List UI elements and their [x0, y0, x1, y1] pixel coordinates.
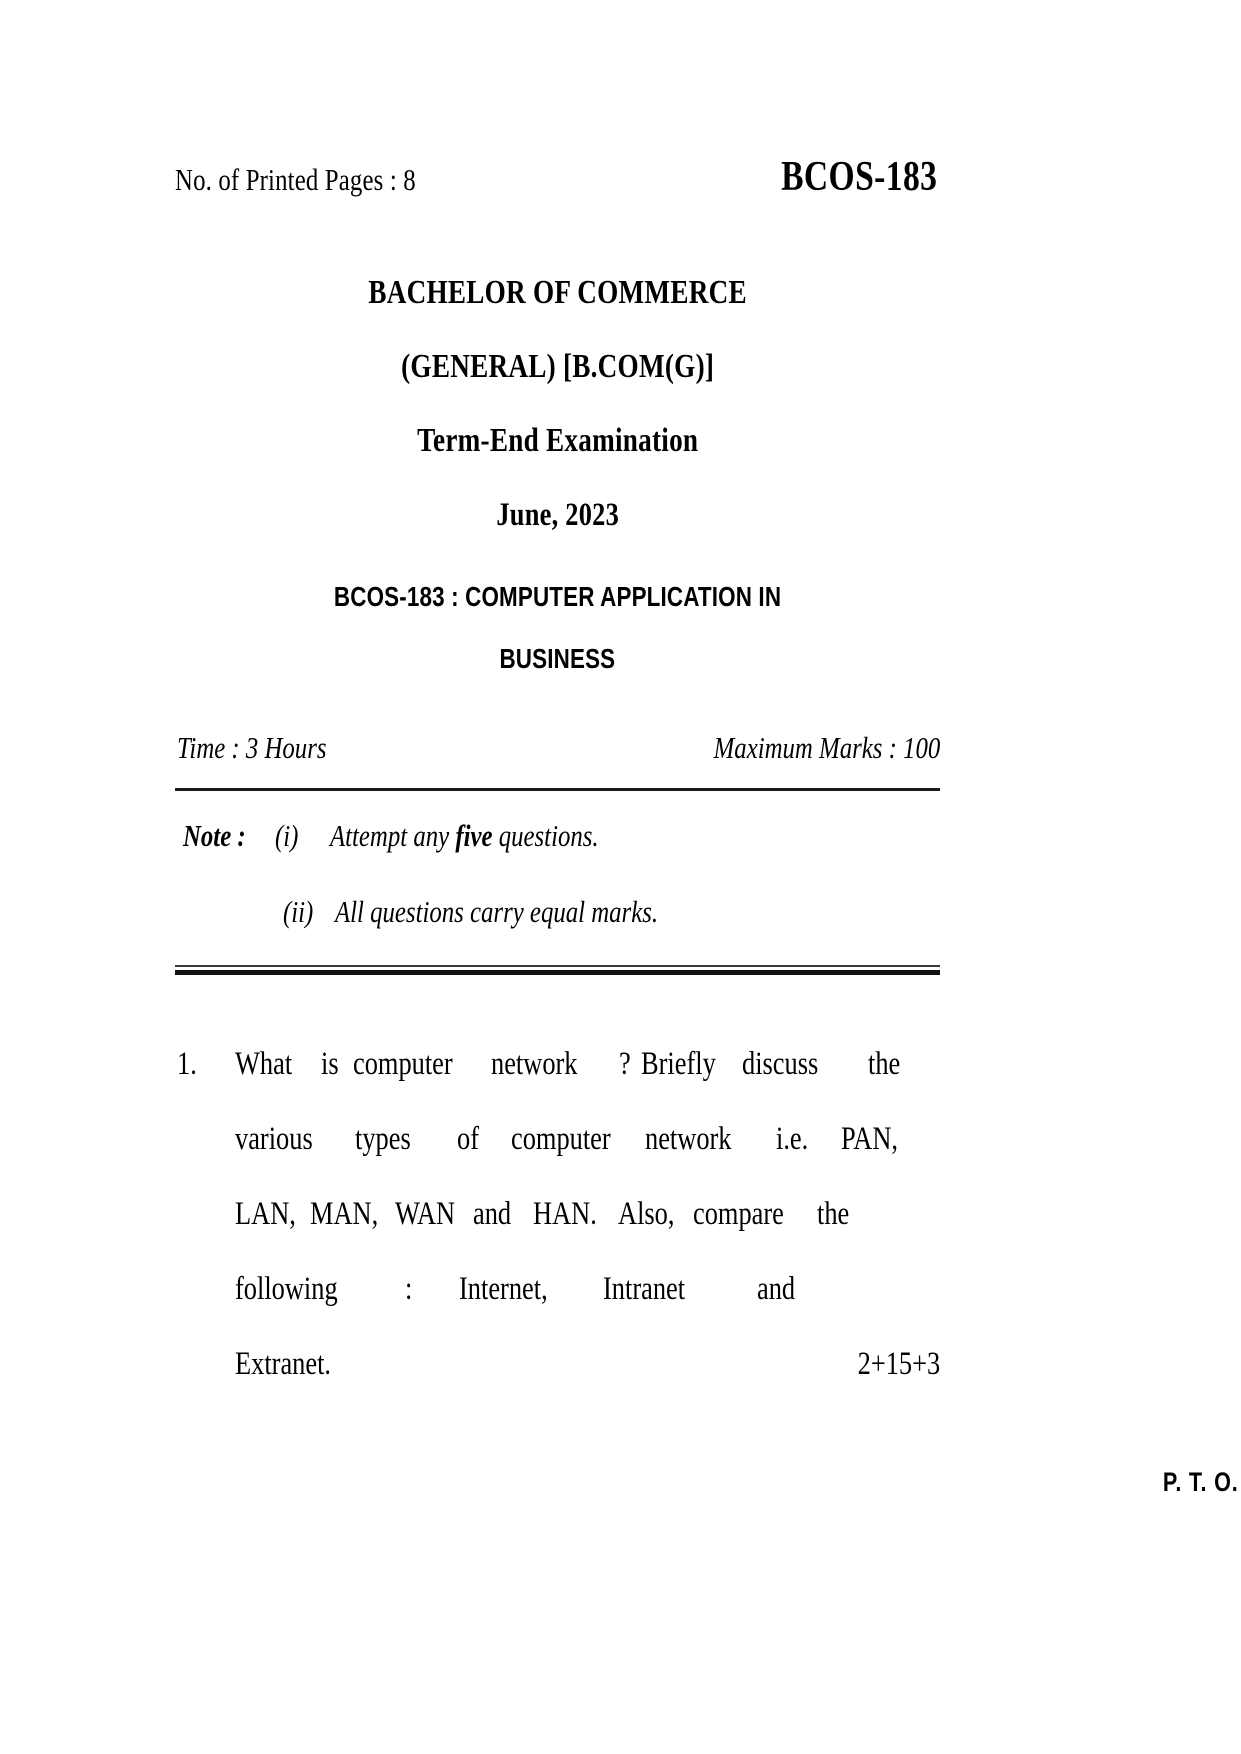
note-number-2: [283, 889, 321, 935]
question-word: of: [456, 1121, 479, 1157]
question-word: Also,: [618, 1196, 675, 1232]
question-word: and: [757, 1271, 796, 1307]
instructions-note-block: [175, 813, 940, 935]
question-word: and: [473, 1196, 512, 1232]
question-word: MAN,: [310, 1196, 379, 1232]
question-body: [235, 1027, 940, 1402]
subject-title-line-2: [175, 628, 940, 690]
question-word: i.e.: [775, 1121, 809, 1157]
printed-pages-text: No. of Printed Pages : 8: [175, 162, 416, 197]
question-word: compare: [693, 1196, 785, 1232]
divider-thick-line: [175, 970, 940, 975]
subject-title-line-1: [175, 566, 940, 628]
question-marks: 2+15+3: [857, 1346, 940, 1382]
note-label: [183, 813, 261, 859]
question-text-line: [235, 1102, 940, 1177]
programme-title-text-1: BACHELOR OF COMMERCE: [368, 274, 747, 311]
question-word: Briefly: [641, 1046, 717, 1082]
subject-title-text-2: BUSINESS: [499, 643, 616, 674]
question-word: network: [644, 1121, 732, 1157]
question-word: WAN: [395, 1196, 456, 1232]
question-word: is: [320, 1046, 339, 1082]
subject-title-block: [175, 566, 940, 690]
question-word: computer: [511, 1121, 611, 1157]
header-divider-rule: [175, 788, 940, 791]
question-word: ?: [619, 1046, 631, 1082]
note-item-1: [175, 813, 940, 859]
note-label-text: Note :: [183, 818, 246, 853]
question-text-line: [235, 1027, 940, 1102]
exam-session-line: [175, 478, 940, 552]
programme-title-line-2: [175, 330, 940, 404]
question-item: [175, 1027, 940, 1402]
question-text-line: [235, 1177, 940, 1252]
question-word: Intranet: [603, 1271, 686, 1307]
questions-list: [175, 1027, 940, 1402]
exam-type-line: [175, 404, 940, 478]
time-and-marks-row: [175, 726, 940, 778]
page-turn-over-footer: [1144, 1467, 1239, 1498]
question-text-line: [235, 1327, 940, 1402]
question-word: following: [235, 1271, 338, 1307]
printed-pages-label: [175, 160, 476, 200]
page-turn-over-text: P. T. O.: [1163, 1467, 1239, 1497]
question-word: Extranet.: [235, 1346, 332, 1382]
note-text-1-emphasis: five: [455, 818, 493, 853]
note-item-2: [175, 889, 940, 935]
question-word: computer: [352, 1046, 453, 1082]
maximum-marks: [657, 726, 940, 770]
note-number-2-text: (ii): [283, 894, 314, 929]
question-word: types: [355, 1121, 411, 1157]
page-content: [175, 0, 940, 1402]
note-text-1-after: questions.: [492, 818, 599, 853]
exam-session-text: June, 2023: [496, 497, 619, 533]
section-divider-double-rule: [175, 965, 940, 975]
question-word: HAN.: [532, 1196, 597, 1232]
question-word: various: [235, 1121, 313, 1157]
page-header: [175, 154, 940, 222]
question-word: network: [491, 1046, 578, 1082]
question-word: PAN,: [840, 1121, 898, 1157]
note-number-1: [275, 813, 304, 859]
question-word: Internet,: [459, 1271, 548, 1307]
note-text-2-before: All questions carry equal marks.: [335, 894, 659, 929]
programme-title-block: [175, 256, 940, 552]
course-code-text: BCOS-183: [780, 154, 937, 200]
subject-title-text-1: BCOS-183 : COMPUTER APPLICATION IN: [333, 581, 782, 612]
programme-title-line-1: [175, 256, 940, 330]
question-text-line: [235, 1252, 940, 1327]
question-word: :: [404, 1271, 412, 1307]
divider-thin-line: [175, 965, 940, 967]
question-word: discuss: [742, 1046, 819, 1082]
note-number-1-text: (i): [275, 818, 299, 853]
question-number-text: 1.: [177, 1046, 197, 1082]
course-code-heading: [742, 153, 937, 201]
exam-duration: [177, 726, 364, 770]
question-word: the: [816, 1196, 849, 1232]
note-text-1-before: Attempt any: [330, 818, 456, 853]
programme-title-text-2: (GENERAL) [B.COM(G)]: [400, 348, 715, 385]
exam-type-text: Term-End Examination: [416, 422, 699, 459]
question-number: [177, 1027, 202, 1102]
note-text-1: [330, 813, 666, 859]
note-text-2: [335, 889, 739, 935]
maximum-marks-text: Maximum Marks : 100: [713, 730, 940, 765]
exam-duration-text: Time : 3 Hours: [177, 730, 327, 765]
question-word: the: [867, 1046, 901, 1082]
question-word: LAN,: [235, 1196, 296, 1232]
question-word: What: [235, 1046, 293, 1082]
